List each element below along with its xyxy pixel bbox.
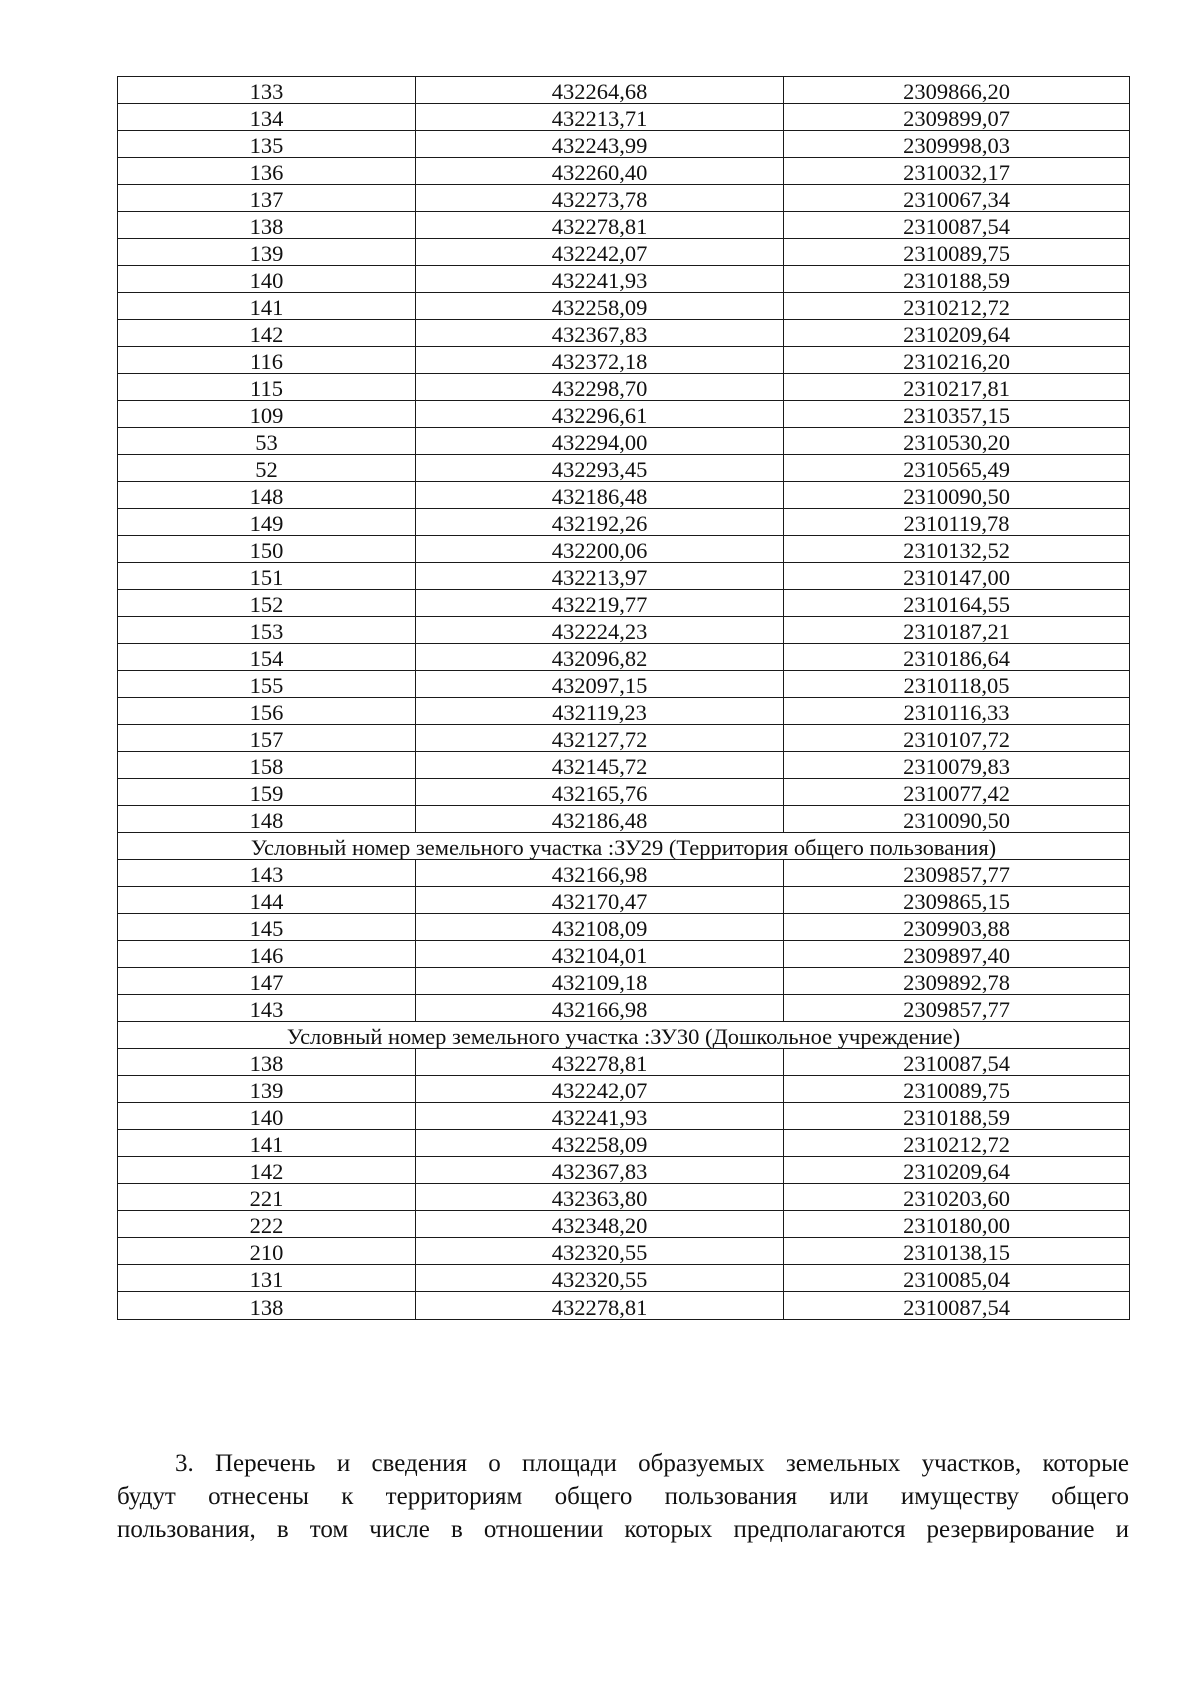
y-coordinate-cell: 2310089,75 [784,239,1130,266]
y-coordinate-cell: 2309866,20 [784,77,1130,104]
y-coordinate-cell: 2310186,64 [784,644,1130,671]
table-row [118,536,1130,563]
table-row [118,212,1130,239]
point-number-cell: 143 [118,860,416,887]
parcel-section-row [118,1022,1130,1049]
x-coordinate-cell: 432367,83 [416,320,784,347]
x-coordinate-cell: 432109,18 [416,968,784,995]
point-number-cell: 221 [118,1184,416,1211]
point-number-cell: 138 [118,1049,416,1076]
paragraph-line: 3. Перечень и сведения о площади образуемых земельных участков, которые [175,1450,1129,1477]
x-coordinate-cell: 432224,23 [416,617,784,644]
point-number-cell: 145 [118,914,416,941]
x-coordinate-cell: 432097,15 [416,671,784,698]
x-coordinate-cell: 432293,45 [416,455,784,482]
point-number-cell: 147 [118,968,416,995]
x-coordinate-cell: 432127,72 [416,725,784,752]
table-row [118,455,1130,482]
point-number-cell: 139 [118,239,416,266]
table-row [118,779,1130,806]
y-coordinate-cell: 2310085,04 [784,1265,1130,1292]
table-row [118,131,1130,158]
x-coordinate-cell: 432348,20 [416,1211,784,1238]
point-number-cell: 53 [118,428,416,455]
table-row [118,482,1130,509]
table-row [118,239,1130,266]
table-row [118,590,1130,617]
y-coordinate-cell: 2310180,00 [784,1211,1130,1238]
table-row [118,509,1130,536]
y-coordinate-cell: 2309865,15 [784,887,1130,914]
table-row [118,752,1130,779]
y-coordinate-cell: 2310357,15 [784,401,1130,428]
x-coordinate-cell: 432320,55 [416,1265,784,1292]
point-number-cell: 138 [118,212,416,239]
y-coordinate-cell: 2310164,55 [784,590,1130,617]
point-number-cell: 135 [118,131,416,158]
y-coordinate-cell: 2310116,33 [784,698,1130,725]
y-coordinate-cell: 2310067,34 [784,185,1130,212]
y-coordinate-cell: 2310090,50 [784,482,1130,509]
point-number-cell: 156 [118,698,416,725]
x-coordinate-cell: 432200,06 [416,536,784,563]
x-coordinate-cell: 432367,83 [416,1157,784,1184]
x-coordinate-cell: 432192,26 [416,509,784,536]
table-row [118,401,1130,428]
y-coordinate-cell: 2310090,50 [784,806,1130,833]
table-row [118,1103,1130,1130]
y-coordinate-cell: 2310188,59 [784,266,1130,293]
point-number-cell: 133 [118,77,416,104]
x-coordinate-cell: 432241,93 [416,1103,784,1130]
y-coordinate-cell: 2310119,78 [784,509,1130,536]
x-coordinate-cell: 432213,97 [416,563,784,590]
table-row [118,293,1130,320]
y-coordinate-cell: 2310087,54 [784,1292,1130,1320]
x-coordinate-cell: 432241,93 [416,266,784,293]
point-number-cell: 140 [118,1103,416,1130]
table-row [118,77,1130,104]
table-row [118,428,1130,455]
point-number-cell: 157 [118,725,416,752]
x-coordinate-cell: 432363,80 [416,1184,784,1211]
table-row [118,563,1130,590]
point-number-cell: 141 [118,293,416,320]
coordinates-table-body [118,77,1130,1320]
y-coordinate-cell: 2310217,81 [784,374,1130,401]
table-row [118,725,1130,752]
table-row [118,644,1130,671]
y-coordinate-cell: 2310077,42 [784,779,1130,806]
y-coordinate-cell: 2310107,72 [784,725,1130,752]
y-coordinate-cell: 2310203,60 [784,1184,1130,1211]
point-number-cell: 52 [118,455,416,482]
x-coordinate-cell: 432170,47 [416,887,784,914]
table-row [118,347,1130,374]
table-row [118,374,1130,401]
y-coordinate-cell: 2310209,64 [784,1157,1130,1184]
point-number-cell: 116 [118,347,416,374]
section-3-paragraph [117,1447,1129,1546]
table-row [118,1076,1130,1103]
point-number-cell: 149 [118,509,416,536]
y-coordinate-cell: 2310087,54 [784,212,1130,239]
table-row [118,968,1130,995]
y-coordinate-cell: 2310132,52 [784,536,1130,563]
x-coordinate-cell: 432104,01 [416,941,784,968]
x-coordinate-cell: 432298,70 [416,374,784,401]
point-number-cell: 109 [118,401,416,428]
y-coordinate-cell: 2310138,15 [784,1238,1130,1265]
table-row [118,887,1130,914]
x-coordinate-cell: 432242,07 [416,1076,784,1103]
y-coordinate-cell: 2310530,20 [784,428,1130,455]
x-coordinate-cell: 432243,99 [416,131,784,158]
x-coordinate-cell: 432278,81 [416,1292,784,1320]
point-number-cell: 142 [118,1157,416,1184]
y-coordinate-cell: 2310089,75 [784,1076,1130,1103]
table-row [118,158,1130,185]
point-number-cell: 148 [118,806,416,833]
table-row [118,1049,1130,1076]
point-number-cell: 139 [118,1076,416,1103]
x-coordinate-cell: 432258,09 [416,1130,784,1157]
parcel-section-row [118,833,1130,860]
parcel-section-title: Условный номер земельного участка :ЗУ30 (Дошкольное учреждение) [118,1022,1130,1049]
x-coordinate-cell: 432294,00 [416,428,784,455]
point-number-cell: 154 [118,644,416,671]
y-coordinate-cell: 2309899,07 [784,104,1130,131]
x-coordinate-cell: 432219,77 [416,590,784,617]
x-coordinate-cell: 432242,07 [416,239,784,266]
table-row [118,1211,1130,1238]
point-number-cell: 151 [118,563,416,590]
point-number-cell: 141 [118,1130,416,1157]
x-coordinate-cell: 432260,40 [416,158,784,185]
y-coordinate-cell: 2310032,17 [784,158,1130,185]
table-row [118,1238,1130,1265]
x-coordinate-cell: 432165,76 [416,779,784,806]
table-row [118,941,1130,968]
x-coordinate-cell: 432108,09 [416,914,784,941]
point-number-cell: 140 [118,266,416,293]
coordinates-table [117,76,1130,1320]
table-row [118,320,1130,347]
y-coordinate-cell: 2309903,88 [784,914,1130,941]
point-number-cell: 153 [118,617,416,644]
point-number-cell: 131 [118,1265,416,1292]
y-coordinate-cell: 2310187,21 [784,617,1130,644]
point-number-cell: 146 [118,941,416,968]
table-row [118,914,1130,941]
y-coordinate-cell: 2310087,54 [784,1049,1130,1076]
point-number-cell: 134 [118,104,416,131]
table-row [118,1292,1130,1320]
x-coordinate-cell: 432119,23 [416,698,784,725]
x-coordinate-cell: 432372,18 [416,347,784,374]
y-coordinate-cell: 2310565,49 [784,455,1130,482]
point-number-cell: 152 [118,590,416,617]
point-number-cell: 150 [118,536,416,563]
x-coordinate-cell: 432320,55 [416,1238,784,1265]
point-number-cell: 137 [118,185,416,212]
table-row [118,698,1130,725]
y-coordinate-cell: 2309892,78 [784,968,1130,995]
table-row [118,185,1130,212]
y-coordinate-cell: 2309857,77 [784,860,1130,887]
table-row [118,617,1130,644]
y-coordinate-cell: 2310212,72 [784,293,1130,320]
point-number-cell: 158 [118,752,416,779]
point-number-cell: 138 [118,1292,416,1320]
point-number-cell: 222 [118,1211,416,1238]
y-coordinate-cell: 2310147,00 [784,563,1130,590]
table-row [118,860,1130,887]
x-coordinate-cell: 432166,98 [416,995,784,1022]
x-coordinate-cell: 432186,48 [416,482,784,509]
x-coordinate-cell: 432296,61 [416,401,784,428]
x-coordinate-cell: 432264,68 [416,77,784,104]
table-row [118,1157,1130,1184]
y-coordinate-cell: 2310079,83 [784,752,1130,779]
y-coordinate-cell: 2309897,40 [784,941,1130,968]
point-number-cell: 143 [118,995,416,1022]
x-coordinate-cell: 432145,72 [416,752,784,779]
point-number-cell: 148 [118,482,416,509]
point-number-cell: 144 [118,887,416,914]
x-coordinate-cell: 432278,81 [416,1049,784,1076]
x-coordinate-cell: 432166,98 [416,860,784,887]
paragraph-line: пользования, в том числе в отношении которых предполагаются резервирование и [117,1516,1129,1543]
table-row [118,266,1130,293]
table-row [118,671,1130,698]
y-coordinate-cell: 2310212,72 [784,1130,1130,1157]
point-number-cell: 155 [118,671,416,698]
point-number-cell: 136 [118,158,416,185]
x-coordinate-cell: 432213,71 [416,104,784,131]
x-coordinate-cell: 432278,81 [416,212,784,239]
y-coordinate-cell: 2310209,64 [784,320,1130,347]
x-coordinate-cell: 432258,09 [416,293,784,320]
y-coordinate-cell: 2310118,05 [784,671,1130,698]
x-coordinate-cell: 432096,82 [416,644,784,671]
x-coordinate-cell: 432273,78 [416,185,784,212]
y-coordinate-cell: 2309998,03 [784,131,1130,158]
table-row [118,1265,1130,1292]
parcel-section-title: Условный номер земельного участка :ЗУ29 (Территория общего пользования) [118,833,1130,860]
paragraph-line: будут отнесены к территориям общего пользования или имуществу общего [117,1483,1129,1510]
table-row [118,1184,1130,1211]
point-number-cell: 115 [118,374,416,401]
y-coordinate-cell: 2310216,20 [784,347,1130,374]
point-number-cell: 142 [118,320,416,347]
y-coordinate-cell: 2309857,77 [784,995,1130,1022]
point-number-cell: 159 [118,779,416,806]
table-row [118,995,1130,1022]
table-row [118,104,1130,131]
x-coordinate-cell: 432186,48 [416,806,784,833]
point-number-cell: 210 [118,1238,416,1265]
table-row [118,1130,1130,1157]
table-row [118,806,1130,833]
y-coordinate-cell: 2310188,59 [784,1103,1130,1130]
